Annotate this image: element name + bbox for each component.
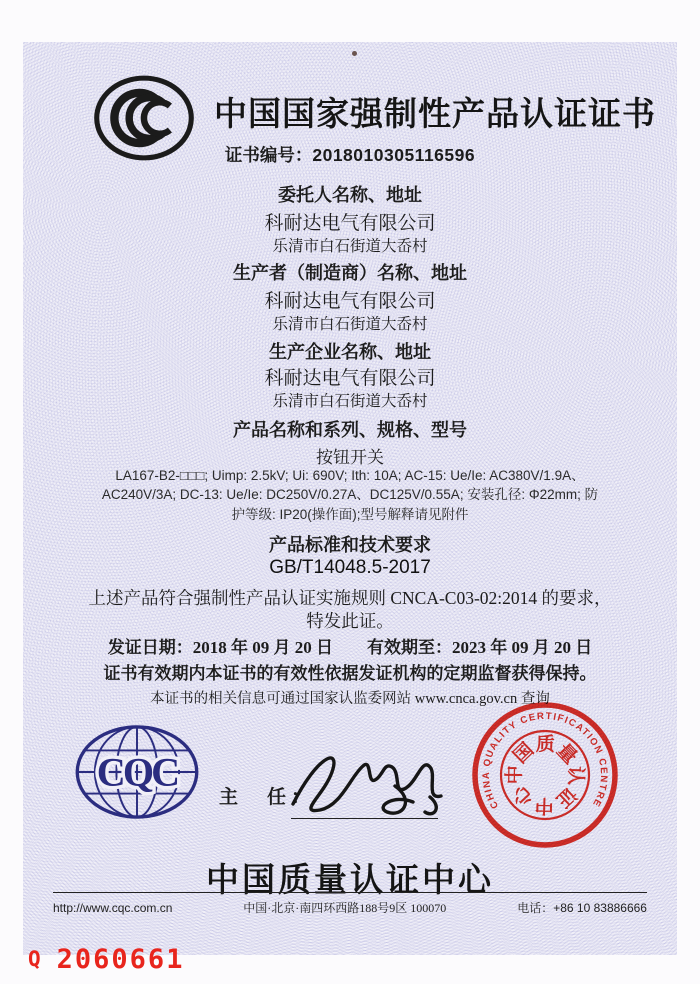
manufacturer-name: 科耐达电气有限公司 [264,291,436,312]
cqc-logo-text: CQC [96,749,178,795]
serial-prefix: Q [28,947,41,971]
manufacturer-heading: 生产者（制造商）名称、地址 [233,263,467,283]
serial-number [28,944,184,975]
certificate-title: 中国国家强制性产品认证证书 [214,95,656,132]
standard-value: GB/T14048.5-2017 [269,557,431,578]
cqc-red-stamp [470,700,620,850]
factory-name: 科耐达电气有限公司 [264,368,436,389]
applicant-name: 科耐达电气有限公司 [264,213,436,234]
stamp-outer-text: CHINA QUALITY CERTIFICATION CENTRE [480,710,610,811]
footer-website: http://www.cqc.com.cn [53,901,173,915]
certificate-number [23,142,677,167]
product-spec-line: LA167-B2-□□□; Uimp: 2.5kV; Ui: 690V; Ith: 10A; AC-15: Ue/Ie: AC380V/1.9A、 [115,468,585,483]
valid-until-date: 有效期至：2023 年 09 月 20 日 [367,638,593,657]
validity-note: 证书有效期内本证书的有效性依据发证机构的定期监督获得保持。 [103,664,597,683]
product-name: 按钮开关 [316,448,384,467]
certificate-number-label: 证书编号： [224,145,313,165]
factory-address: 乐清市白石街道大岙村 [272,393,428,410]
product-spec [50,466,650,524]
info-note: 本证书的相关信息可通过国家认监委网站 www.cnca.gov.cn 查询 [150,691,550,707]
factory-heading: 生产企业名称、地址 [269,342,431,362]
applicant-heading: 委托人名称、地址 [278,185,422,205]
scan-speck [352,51,357,56]
footer [53,899,647,916]
svg-text:CHINA QUALITY CERTIFICATION CE [470,700,620,850]
applicant-address: 乐清市白石街道大岙村 [272,238,428,255]
cqc-logo-icon [73,724,201,820]
footer-address: 中国·北京·南四环西路188号9区 100070 [243,901,447,915]
product-heading: 产品名称和系列、规格、型号 [233,420,467,440]
issue-date: 发证日期：2018 年 09 月 20 日 [107,638,333,657]
product-spec-line: AC240V/3A; DC-13: Ue/Ie: DC250V/0.27A、DC125V/0.55A; 安装孔径: Φ22mm; 防 [101,487,599,503]
certificate-number-value: 2018010305116596 [312,145,476,165]
date-row [23,633,677,658]
director-signature [275,742,475,827]
manufacturer-address: 乐清市白石街道大岙村 [272,316,428,333]
footer-divider [53,892,647,893]
organization-name: 中国质量认证中心 [206,861,494,898]
compliance-statement-line1: 上述产品符合强制性产品认证实施规则 CNCA-C03-02:2014 的要求， [88,588,612,608]
standard-heading: 产品标准和技术要求 [269,535,431,555]
director-label: 主 任： [219,787,316,808]
stamp-inner-text: 中国质量认证中心 [504,734,586,816]
product-spec-line: 护等级: IP20(操作面);型号解释请见附件 [231,506,469,522]
certificate-sheet [23,42,677,955]
serial-digits: 2060661 [56,944,185,975]
compliance-statement-line2: 特发此证。 [306,611,394,631]
footer-phone: 电话：+86 10 83886666 [517,901,647,915]
